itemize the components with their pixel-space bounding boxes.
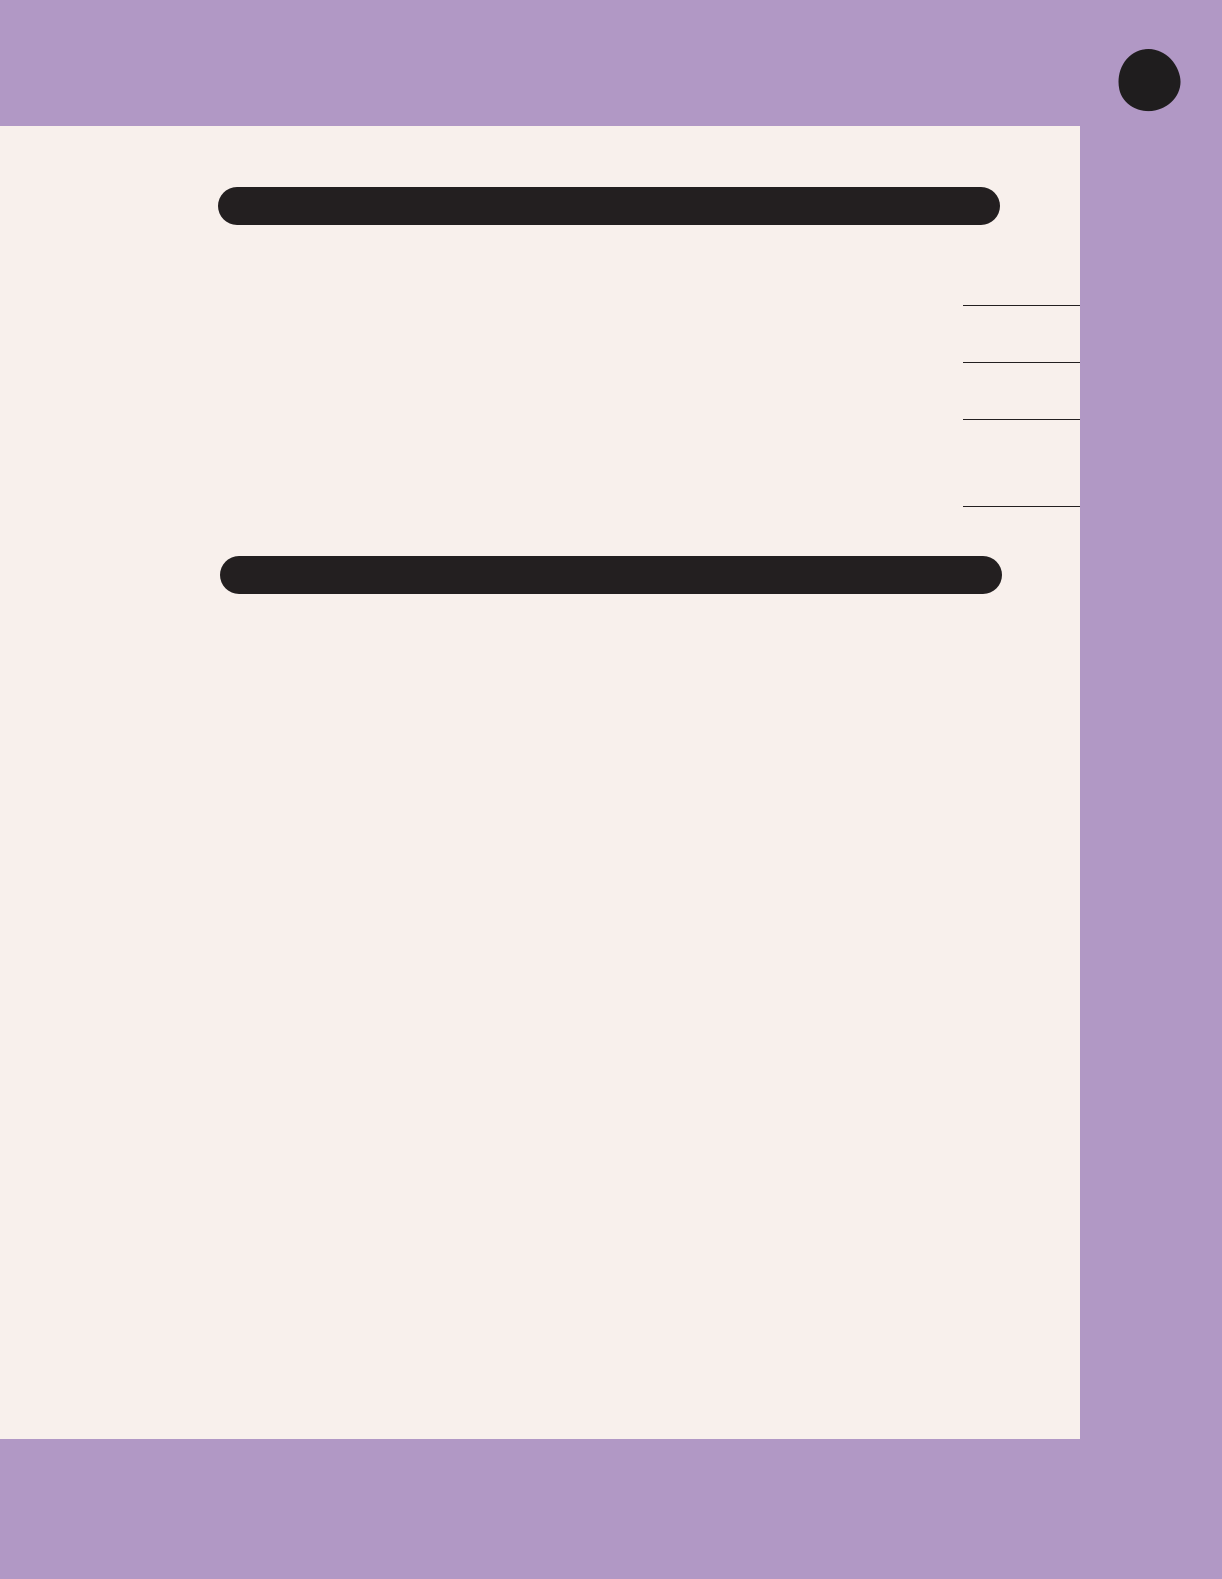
- statement-1-answer-line[interactable]: [963, 305, 1080, 306]
- page-number-badge: [1112, 43, 1186, 117]
- question-3: [200, 1107, 1020, 1121]
- copyright-text: [1158, 1478, 1178, 1558]
- statement-3-answer-line[interactable]: [963, 419, 1080, 420]
- question-2: [200, 885, 1020, 899]
- worksheet-paper: [0, 126, 1080, 1439]
- statement-4-answer-line[interactable]: [963, 506, 1080, 507]
- question-1: [200, 627, 1020, 641]
- statement-2-answer-line[interactable]: [963, 362, 1080, 363]
- choice-heading: [220, 556, 1002, 594]
- true-false-heading: [218, 187, 1000, 225]
